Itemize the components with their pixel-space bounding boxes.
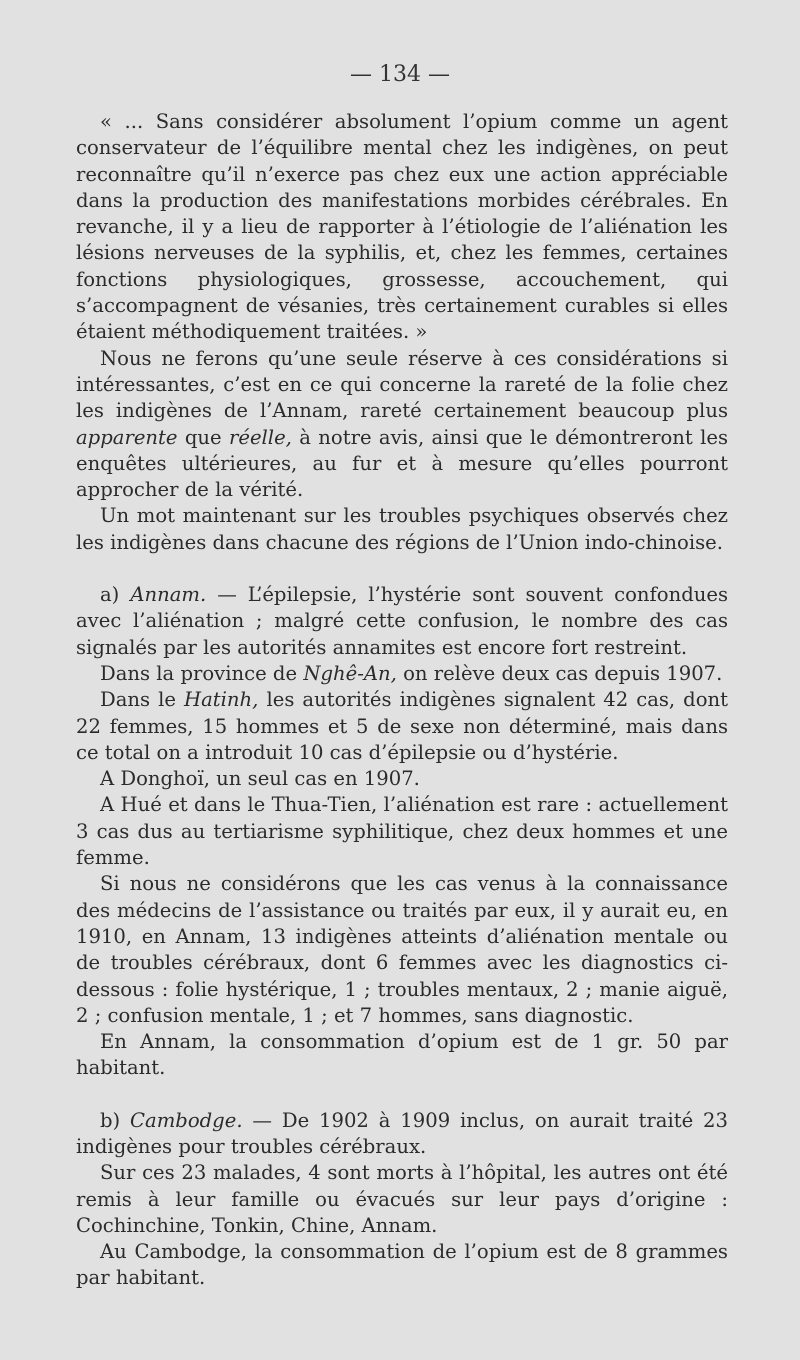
paragraph-annam: a) Annam. — L’épilepsie, l’hystérie sont souvent confondues avec l’aliénation ; malgré cette confusion, le nombre des cas signalés par les autorités annamites est encore fort restreint.	[76, 583, 729, 659]
paragraph-intro-regions: Un mot maintenant sur les troubles psychiques observés chez les indigènes dans chacune des régions de l’Union indo-chinoise.	[76, 504, 728, 554]
paragraph-donghoi: A Donghoï, un seul cas en 1907.	[100, 767, 420, 791]
paragraph-assistance: Si nous ne considérons que les cas venus à la connaissance des médecins de l’assistance ou traités par eux, il y aurait eu, en 1910, en Annam, 13 indigènes atteints d’aliénation mentale ou de troubles cérébraux, dont 6 femmes avec les diagnostics ci-dessous : folie hystérique, 1 ; troubles mentaux, 2 ; manie aiguë, 2 ; confusion mentale, 1 ; et 7 hommes, sans diagnostic.	[76, 872, 728, 1027]
paragraph-opium-cambodge: Au Cambodge, la consommation de l’opium est de 8 grammes par habitant.	[76, 1240, 728, 1290]
paragraph-reserve: Nous ne ferons qu’une seule réserve à ces considérations si intéressantes, c’est en ce qui concerne la rareté de la folie chez les indigènes de l’Annam, rareté certainement beaucoup plus apparente que réelle, à notre avis, ainsi que le démontreront les enquêtes ultérieures, au fur et à mesure qu’elles pourront approcher de la vérité.	[76, 346, 729, 502]
body-text	[76, 109, 728, 1292]
paragraph-hatinh: Dans le Hatinh, les autorités indigènes signalent 42 cas, dont 22 femmes, 15 hommes et 5 de sexe non déterminé, mais dans ce total on a introduit 10 cas d’épilepsie ou d’hystérie.	[76, 688, 729, 764]
page-number: — 134 —	[350, 62, 450, 87]
paragraph-nghe-an: Dans la province de Nghê-An, on relève deux cas depuis 1907.	[100, 661, 723, 685]
paragraph-cambodge: b) Cambodge. — De 1902 à 1909 inclus, on aurait traité 23 indigènes pour troubles cérébraux.	[76, 1108, 728, 1158]
paragraph-hue: A Hué et dans le Thua-Tien, l’aliénation est rare : actuellement 3 cas dus au tertiarisme syphilitique, chez deux hommes et une femme.	[76, 793, 728, 870]
paragraph-quote: « ... Sans considérer absolument l’opium comme un agent conservateur de l’équilibre mental chez les indigènes, on peut reconnaître qu’il n’exerce pas chez eux une action appréciable dans la production des manifestations morbides cérébrales. En revanche, il y a lieu de rapporter à l’étiologie de l’aliénation les lésions nerveuses de la syphilis, et, chez les femmes, certaines fonctions physiologiques, grossesse, accouchement, qui s’accompagnent de vésanies, très certainement curables si elles étaient méthodiquement traitées. »	[76, 110, 728, 344]
paragraph-opium-annam: En Annam, la consommation d’opium est de 1 gr. 50 par habitant.	[76, 1030, 728, 1080]
paragraph-malades: Sur ces 23 malades, 4 sont morts à l’hôpital, les autres ont été remis à leur famille ou évacués sur leur pays d’origine : Cochinchine, Tonkin, Chine, Annam.	[76, 1161, 728, 1237]
